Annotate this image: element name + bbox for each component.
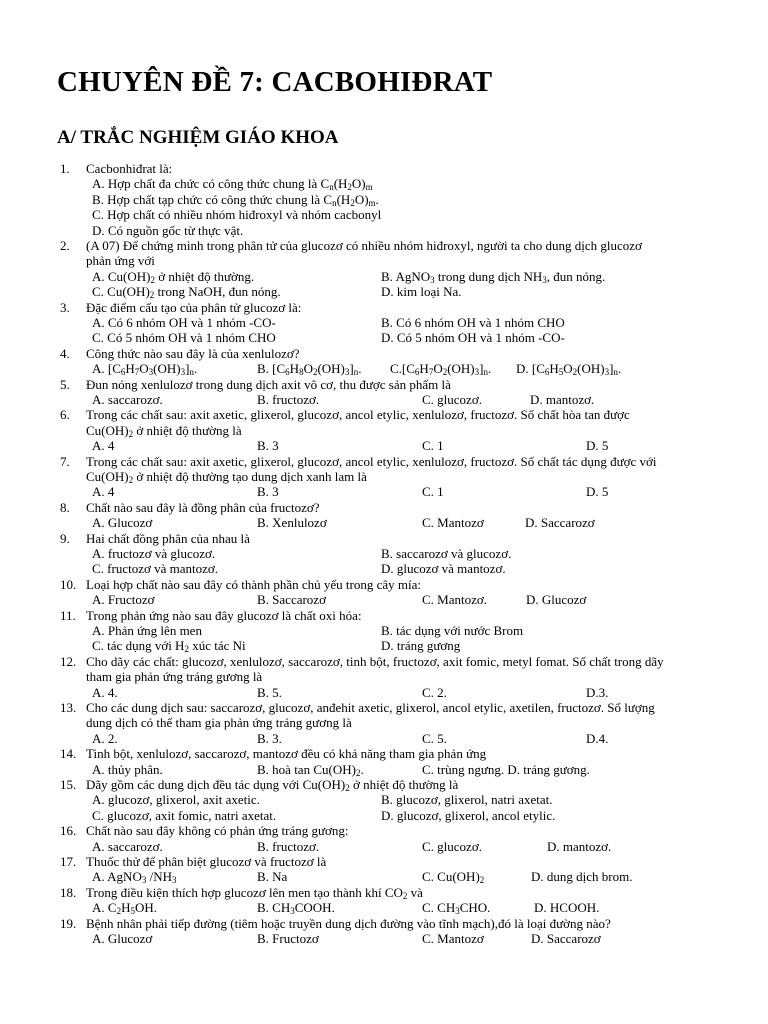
answer-option[interactable]: A. AgNO$_3$ $/NH_3$ (92, 869, 177, 886)
answer-option[interactable]: C. tác dụng với $H_2$ xúc tác Ni (92, 638, 246, 655)
answer-option[interactable]: C. 2. (422, 684, 447, 700)
question-number: 7. (60, 453, 70, 469)
answer-option[interactable]: D.4. (586, 730, 609, 746)
question-number: 3. (60, 299, 70, 315)
question-item (0, 346, 768, 377)
question-stem: Trong các chất sau: axit axetic, glixerol, glucozơ, ancol etylic, xenlulozơ, fructozơ. Số chất hòa tan được $Cu(OH)_2$ ở nhiệt độ thường là (86, 407, 630, 439)
answer-option[interactable]: D. Glucozơ (526, 592, 587, 608)
question-number: 13. (60, 699, 77, 715)
answer-option[interactable]: B. tác dụng với nước Brom (381, 622, 524, 638)
answer-option[interactable]: B. glucozơ, glixerol, natri axetat. (381, 792, 553, 808)
answer-option[interactable]: B. saccarozơ và glucozơ. (381, 545, 512, 561)
answer-option[interactable]: B. 3. (257, 730, 282, 746)
answer-option[interactable]: C. 1 (422, 484, 444, 500)
answer-option[interactable]: C. fructozơ và mantozơ. (92, 561, 219, 577)
answer-option[interactable]: C. 5. (422, 730, 447, 746)
answer-option[interactable]: C. $Cu(OH)_2$ (422, 869, 485, 886)
answer-option[interactable]: C. Mantozơ (422, 515, 484, 531)
question-item (0, 608, 768, 654)
answer-option[interactable]: $C.[C_6H_7O_2(OH)_3]_n$. (390, 361, 492, 378)
document-title: CHUYÊN ĐỀ 7: CACBOHIĐRAT (57, 66, 493, 98)
answer-option[interactable]: D. mantozơ. (530, 391, 595, 407)
question-number: 10. (60, 576, 77, 592)
question-stem: Chất nào sau đây không có phản ứng tráng gương: (86, 823, 349, 839)
question-item (0, 700, 768, 746)
answer-option[interactable]: B. 3 (257, 484, 279, 500)
question-item (0, 854, 768, 885)
answer-option[interactable]: A. Glucozơ (92, 930, 153, 946)
question-stem: Thuốc thử để phân biệt glucozơ và fructozơ là (86, 853, 327, 869)
answer-option[interactable]: A. 4. (92, 684, 118, 700)
answer-option[interactable]: C. glucozơ, axit fomic, natri axetat. (92, 807, 277, 823)
answer-option[interactable]: C. glucozơ. (422, 838, 482, 854)
answer-option[interactable]: C. $Cu(OH)_2$ trong NaOH, đun nóng. (92, 284, 281, 301)
question-number: 17. (60, 853, 77, 869)
question-item (0, 238, 768, 300)
question-number: 1. (60, 161, 70, 176)
answer-option[interactable]: C. Mantozơ. (422, 592, 488, 608)
answer-option[interactable]: D. Saccarozơ (525, 515, 595, 531)
question-item (0, 454, 768, 500)
answer-option[interactable]: C. trùng ngưng. D. tráng gương. (422, 761, 590, 777)
question-item (0, 377, 768, 408)
answer-option[interactable]: A. Fructozơ (92, 592, 155, 608)
answer-option[interactable]: D. HCOOH. (534, 900, 600, 916)
question-item (0, 300, 768, 346)
question-stem: Cacbonhiđrat là: (86, 161, 173, 176)
answer-option[interactable]: A. Glucozơ (92, 515, 153, 531)
answer-option[interactable]: C. 1 (422, 438, 444, 454)
question-item (0, 885, 768, 916)
question-item (0, 407, 768, 453)
question-stem: Trong các chất sau: axit axetic, glixerol, glucozơ, ancol etylic, xenlulozơ, fructozơ. Số chất tác dụng được với $Cu(OH)_2$ ở nhiệt độ thường tạo dung dịch xanh lam là (86, 453, 657, 485)
answer-option[interactable]: A. saccarozơ. (92, 838, 163, 854)
question-number: 14. (60, 746, 77, 762)
answer-option[interactable]: B. Xenlulozơ (257, 515, 327, 531)
answer-option[interactable]: D. glucozơ và mantozơ. (381, 561, 506, 577)
answer-option[interactable]: C. Mantozơ (422, 930, 484, 946)
question-stem: Cho dãy các chất: glucozơ, xenlulozơ, saccarozơ, tinh bột, fructozơ, axit fomic, metyl fomat. Số chất trong dãy tham gia phản ứng tráng gương là (86, 653, 664, 685)
answer-option[interactable]: A. thủy phân. (92, 761, 163, 777)
answer-option[interactable]: A. glucozơ, glixerol, axit axetic. (92, 792, 260, 808)
question-stem: Cho các dung dịch sau: saccarozơ, glucozơ, anđehit axetic, glixerol, ancol etylic, axetilen, fructozơ. Số lượng dung dịch có thể tham gia phản ứng tráng gương là (86, 699, 655, 731)
answer-option[interactable]: A. 4 (92, 438, 115, 454)
answer-option[interactable]: C. glucozơ. (422, 391, 482, 407)
answer-option[interactable]: D. Có nguồn gốc từ thực vật. (92, 222, 244, 238)
answer-option[interactable]: B. $CH_3COOH$. (257, 900, 335, 917)
answer-option[interactable]: A. fructozơ và glucozơ. (92, 545, 216, 561)
answer-option[interactable]: B. Fructozơ (257, 930, 319, 946)
answer-option[interactable]: A. Phản ứng lên men (92, 622, 202, 638)
question-number: 12. (60, 653, 77, 669)
question-number: 9. (60, 530, 70, 546)
question-stem: Dãy gồm các dung dịch đều tác dụng với $Cu(OH)_2$ ở nhiệt độ thường là (86, 776, 459, 793)
answer-option[interactable]: C. $CH_3CHO$. (422, 900, 491, 917)
question-stem: Đun nóng xenlulozơ trong dung dịch axit vô cơ, thu được sản phẩm là (86, 376, 451, 392)
question-stem: Hai chất đồng phân của nhau là (86, 530, 250, 546)
question-item (0, 500, 768, 531)
question-stem: Trong điều kiện thích hợp glucozơ lên men tạo thành khí $CO_2$ và (86, 884, 423, 901)
question-number: 5. (60, 376, 70, 392)
answer-option[interactable]: B. Saccarozơ (257, 592, 326, 608)
answer-option[interactable]: D. dung dịch brom. (531, 869, 633, 885)
question-number: 8. (60, 499, 70, 515)
answer-option[interactable]: A. $[C_6H_7O_3(OH)_3]_n$. (92, 361, 198, 378)
answer-option[interactable]: D. Có 5 nhóm OH và 1 nhóm -CO- (381, 330, 565, 346)
question-stem: Đặc điểm cấu tạo của phân tử glucozơ là: (86, 299, 302, 315)
answer-option[interactable]: B. AgNO$_3$ trong dung dịch $NH_3$, đun nóng. (381, 268, 606, 285)
question-item (0, 746, 768, 777)
answer-option[interactable]: D. glucozơ, glixerol, ancol etylic. (381, 807, 556, 823)
answer-option[interactable]: B. 3 (257, 438, 279, 454)
question-item (0, 823, 768, 854)
question-number: 19. (60, 915, 77, 931)
question-number: 11. (60, 607, 76, 623)
question-stem: Bệnh nhân phải tiếp đường (tiêm hoặc truyền dung dịch đường vào tĩnh mạch),đó là loại đường nào? (86, 915, 611, 931)
question-stem: Trong phản ứng nào sau đây glucozơ là chất oxi hóa: (86, 607, 362, 623)
question-stem: Tinh bột, xenlulozơ, saccarozơ, mantozơ đều có khả năng tham gia phản ứng (86, 746, 487, 762)
answer-option[interactable]: B. fructozơ. (257, 838, 320, 854)
question-number: 2. (60, 237, 70, 253)
question-stem: Công thức nào sau đây là của xenlulozơ? (86, 345, 300, 361)
answer-option[interactable]: D. mantozơ. (547, 838, 612, 854)
question-item (0, 531, 768, 577)
answer-option[interactable]: D. $[C_6H_5O_2(OH)_3]_n$. (516, 361, 622, 378)
answer-option[interactable]: D. tráng gương (381, 638, 461, 654)
answer-option[interactable]: A. $C_2H_5OH$. (92, 900, 157, 917)
answer-option[interactable]: D. 5 (586, 484, 609, 500)
question-number: 4. (60, 345, 70, 361)
answer-option[interactable]: B. Na (257, 869, 288, 885)
answer-option[interactable]: D. kim loại Na. (381, 284, 462, 300)
answer-option[interactable]: B. Hợp chất tạp chức có công thức chung là $C_n(H_2O)_m$. (92, 191, 379, 208)
question-number: 16. (60, 823, 77, 839)
answer-option[interactable]: A. 2. (92, 730, 118, 746)
question-item (0, 654, 768, 700)
answer-option[interactable]: C. Hợp chất có nhiều nhóm hiđroxyl và nhóm cacbonyl (92, 207, 382, 223)
question-stem: Chất nào sau đây là đồng phân của fructozơ? (86, 499, 320, 515)
answer-option[interactable]: B. Có 6 nhóm OH và 1 nhóm CHO (381, 314, 565, 330)
answer-option[interactable]: A. $Cu(OH)_2$ ở nhiệt độ thường. (92, 268, 255, 285)
question-stem: Loại hợp chất nào sau đây có thành phần chủ yếu trong cây mía: (86, 576, 422, 592)
question-stem: (A 07) Để chứng minh trong phân tử của glucozơ có nhiều nhóm hiđroxyl, người ta cho dung dịch glucozơ phản ứng với (86, 237, 642, 269)
question-item (0, 577, 768, 608)
answer-option[interactable]: A. Hợp chất đa chức có công thức chung là $C_n(H_2O)_m$ (92, 176, 373, 193)
answer-option[interactable]: A. 4 (92, 484, 115, 500)
question-item (0, 916, 768, 947)
answer-option[interactable]: B. 5. (257, 684, 282, 700)
answer-option[interactable]: D. 5 (586, 438, 609, 454)
answer-option[interactable]: D.3. (586, 684, 609, 700)
question-item (0, 777, 768, 823)
answer-option[interactable]: B. $[C_6H_8O_2(OH)_3]_n$. (257, 361, 362, 378)
answer-option[interactable]: A. Có 6 nhóm OH và 1 nhóm -CO- (92, 314, 276, 330)
question-number: 15. (60, 776, 77, 792)
question-number: 18. (60, 884, 77, 900)
answer-option[interactable]: A. saccarozơ. (92, 391, 163, 407)
answer-option[interactable]: B. fructozơ. (257, 391, 320, 407)
answer-option[interactable]: B. hoà $\tan Cu(OH)_2$. (257, 761, 364, 778)
question-list (0, 161, 768, 946)
question-number: 6. (60, 407, 70, 423)
answer-option[interactable]: C. Có 5 nhóm OH và 1 nhóm CHO (92, 330, 276, 346)
section-heading: A/ TRẮC NGHIỆM GIÁO KHOA (57, 127, 339, 148)
question-item (0, 161, 768, 238)
answer-option[interactable]: D. Saccarozơ (531, 930, 601, 946)
